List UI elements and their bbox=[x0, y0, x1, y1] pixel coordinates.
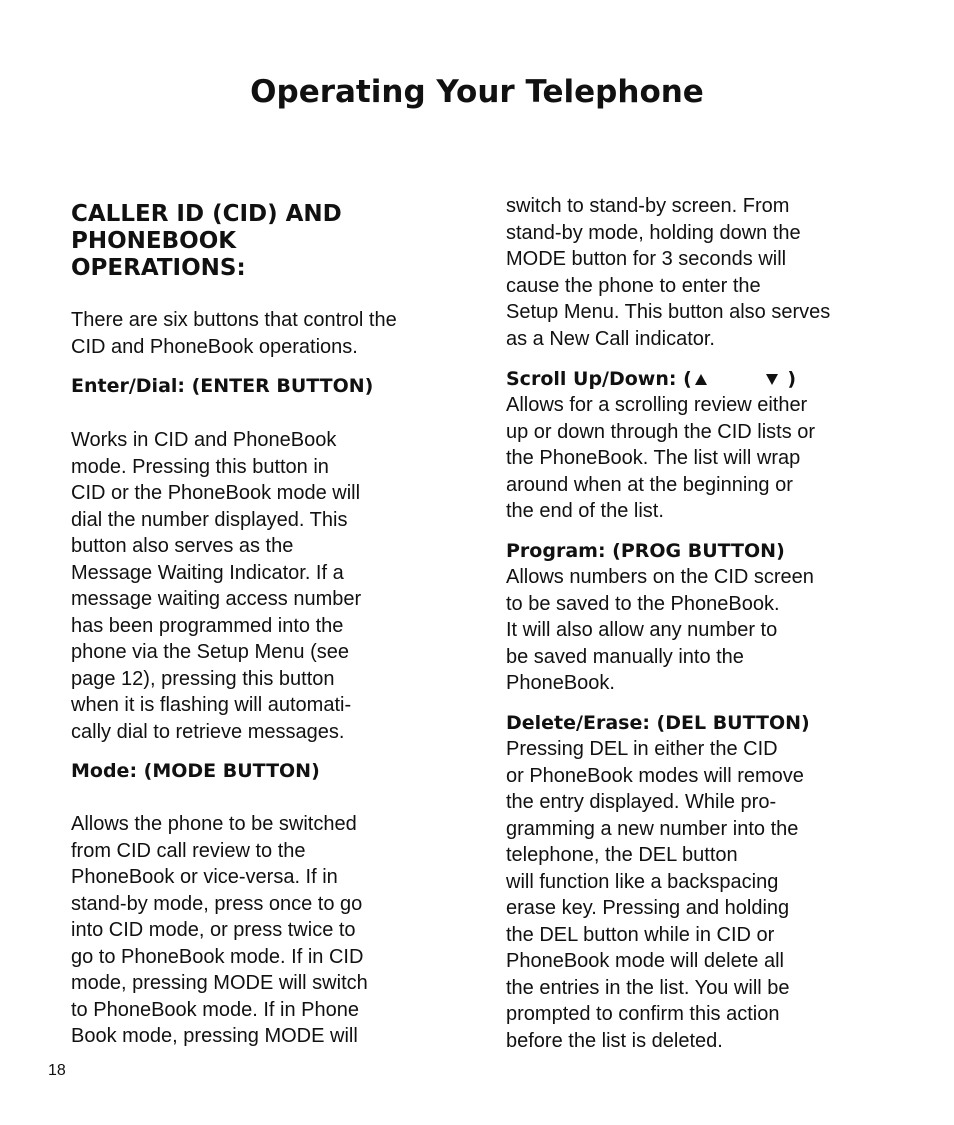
page-title: Operating Your Telephone bbox=[250, 74, 704, 110]
up-arrow-icon bbox=[695, 374, 707, 385]
scroll-heading-close: ) bbox=[787, 368, 797, 390]
delete-heading: Delete/Erase: (DEL BUTTON) bbox=[506, 712, 810, 734]
section-title: CALLER ID (CID) AND PHONEBOOK OPERATIONS: bbox=[71, 201, 342, 281]
scroll-heading bbox=[506, 366, 796, 392]
page-number: 18 bbox=[48, 1062, 66, 1079]
program-description: Allows numbers on the CID screen to be saved to the PhoneBook. It will also allow any number to be saved manually into the PhoneBook. bbox=[506, 566, 814, 694]
delete-description: Pressing DEL in either the CID or PhoneBook modes will remove the entry displayed. While pro- gramming a new number into the telephone, the DEL button will function like a backspacing erase key. Pressing and holding the DEL button while in CID or PhoneBook mode will delete all the entries in the list. You will be prompted to confirm this action before the list is deleted. bbox=[506, 738, 804, 1052]
mode-heading: Mode: (MODE BUTTON) bbox=[71, 760, 320, 782]
program-heading: Program: (PROG BUTTON) bbox=[506, 540, 785, 562]
down-arrow-icon bbox=[766, 374, 778, 385]
scroll-description: Allows for a scrolling review either up or down through the CID lists or the PhoneBook. The list will wrap around when at the beginning or the end of the list. bbox=[506, 394, 816, 522]
enter-dial-description: Works in CID and PhoneBook mode. Pressing this button in CID or the PhoneBook mode will dial the number displayed. This button also serves as the Message Waiting Indicator. If a message waiting access number has been programmed into the phone via the Setup Menu (see page 12), pressing this button when it is flashing will automati- cally dial to retrieve messages. bbox=[71, 429, 362, 743]
mode-description: Allows the phone to be switched from CID call review to the PhoneBook or vice-versa. If in stand-by mode, press once to go into CID mode, or press twice to go to PhoneBook mode. If in CID mode, pressing MODE will switch to PhoneBook mode. If in Phone Book mode, pressing MODE will bbox=[71, 813, 368, 1047]
intro-paragraph: There are six buttons that control the CID and PhoneBook operations. bbox=[71, 309, 397, 358]
enter-dial-heading: Enter/Dial: (ENTER BUTTON) bbox=[71, 375, 374, 397]
scroll-heading-text: Scroll Up/Down: ( bbox=[506, 368, 692, 390]
mode-description-continued: switch to stand-by screen. From stand-by mode, holding down the MODE button for 3 seconds will cause the phone to enter the Setup Menu. This button also serves as a New Call indicator. bbox=[506, 195, 831, 350]
